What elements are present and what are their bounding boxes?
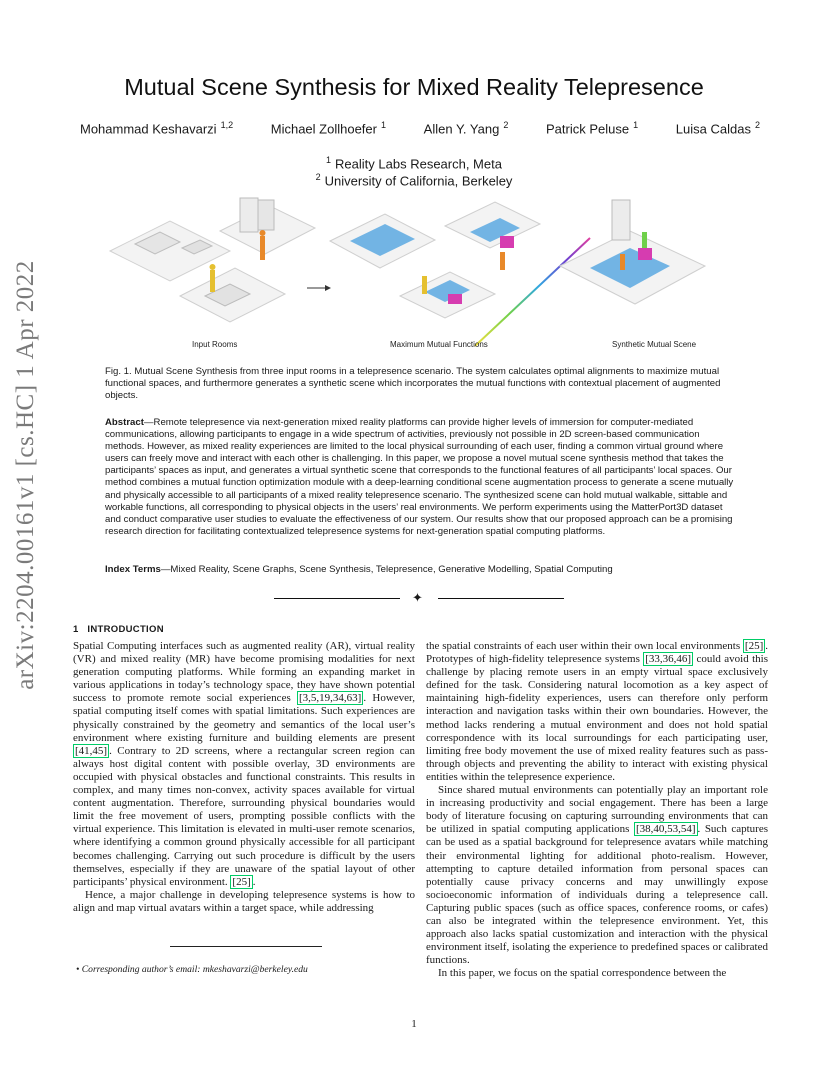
- citation-link[interactable]: [33,36,46]: [645, 653, 692, 666]
- avatar-figure: [260, 236, 265, 260]
- footnote-rule: [170, 946, 322, 947]
- avatar-figure: [210, 270, 215, 292]
- input-room-2: [220, 198, 315, 260]
- panel-label: Synthetic Mutual Scene: [612, 340, 697, 349]
- paragraph: In this paper, we focus on the spatial correspondence between the: [438, 967, 727, 980]
- paragraph: Since shared mutual environments can potentially play an important role in increasing productivity and social engagement. There has been a large body of literature focusing on capturing surrounding environments that can be utilized in spatial computing applications [38,40,53,54] . Such captures can be used as a spatial background for telepresence avatars while matching their environmental lighting for additional photo-realism. However, attempting to capture detailed information from personal spaces can potentially cause privacy concerns and may unwillingly expose socioeconomic information of individuals during a telepresence call. Capturing public spaces (such as office spaces, conference rooms, or cafes) can also be integrated within the telepresence environment. Yet, this approach also lacks spatial customization and interaction with the physical environment itself, isolating the experience to predefined spaces or calibrated functions.: [426, 784, 768, 967]
- arrow-icon: [307, 285, 331, 291]
- author: Allen Y. Yang $^2$: [423, 120, 509, 137]
- input-room-3: [180, 264, 285, 322]
- citation-link[interactable]: [41,45]: [75, 744, 108, 757]
- figure-caption: Fig. 1. Mutual Scene Synthesis from three input rooms in a telepresence scenario. The system calculates optimal alignments to maximize mutual functional spaces, and furthermore generates a synthetic scene which incorporates the mutual functions with contextual placement of augmented objects.: [105, 366, 721, 401]
- paragraph: Hence, a major challenge in developing telepresence systems is how to align and map virtual avatars within a target space, while addressing: [73, 888, 415, 914]
- section-heading: 1 INTRODUCTION: [73, 624, 164, 635]
- mutual-room-1: [330, 214, 435, 268]
- paragraph: Spatial Computing interfaces such as augmented reality (AR), virtual reality (VR) and mixed reality (MR) have become promising modalities for next generation computing platforms. While forming an expanding market in various applications in today’s technology space, they have shown potential success to promote remote social experiences [3,5,19,34,63] . However, spatial computing itself comes with spatial limitations. Such experiences are physically constrained by the geometry and semantics of the local user’s environment where existing furniture and building elements are present [41,45] . Contrary to 2D screens, where a rectangular screen region can always host digital content with possible overlay, 3D environments are occupied with physical obstacles and functional constraints. This results in complex, and many times non-convex, activity spaces available for virtual content augmentation. Therefore, surrounding physical boundaries would limit the free movement of users, prompting possible conflicts with the virtual experience. This limitation is elevated in multi-user remote scenarios, where identifying a common ground physically accessible for all participant becomes challenging. Carrying out such procedure is difficult by the users themselves, especially if they are unaware of the spatial layout of other participants’ physical environment. [25] .: [73, 640, 416, 888]
- author: Luisa Caldas $^2$: [675, 120, 760, 137]
- paragraph: the spatial constraints of each user within their own local environments [25] . Prototypes of high-fidelity telepresence systems [33,36,46] could avoid this challenge by placing remote users in an empty virtual space exclusively defined for the task. Considering natural locomotion as a key aspect of maintaining high-fidelity experiences, users can therefore only perform interaction and navigation tasks within their own boundaries. However, the method lacks rendering a mutual environment and does not hold spatial correspondence with its local surroundings for each participating user, limiting free body movement the use of mixed reality features such as pass-through objects and preventing the ability to interact with existing physical entities within the telepresence experience.: [426, 640, 768, 783]
- arxiv-identifier: arXiv:2204.00161v1 [cs.HC] 1 Apr 2022: [12, 260, 40, 690]
- diamond-star-icon: ✦: [412, 591, 423, 606]
- citation-link[interactable]: [25]: [744, 640, 764, 652]
- author: Michael Zollhoefer $^1$: [270, 120, 386, 137]
- affiliation: $^2$ University of California, Berkeley: [315, 172, 513, 189]
- page-number: 1: [411, 1018, 417, 1030]
- teaser-figure: [100, 196, 730, 356]
- panel-label: Input Rooms: [192, 340, 238, 349]
- section-divider: [274, 591, 564, 607]
- synthetic-scene: [560, 200, 705, 304]
- author-list: [80, 120, 760, 136]
- left-column: [73, 640, 415, 915]
- index-terms: Index Terms—Mixed Reality, Scene Graphs, Scene Synthesis, Telepresence, Generative Modelling, Spatial Computing: [105, 564, 613, 575]
- abstract: Abstract—Remote telepresence via next-generation mixed reality platforms can provide higher levels of immersion for computer-mediated communications, allowing participants to engage in a wide spectrum of activities, previously not possible in 2D screen-based communication methods. However, as mixed reality experiences are limited to the local physical surrounding of each user, finding a common virtual ground where users can freely move and interact with each other is challenging. In this paper, we propose a novel mutual scene synthesis method that takes the participants’ spaces as input, and generates a virtual synthetic scene that corresponds to the functional features of all participants’ local spaces. Our method combines a mutual function optimization module with a deep-learning conditional scene augmentation process to generate a scene mutually and physically accessible to all participants of a mixed reality telepresence scenario. The synthesized scene can hold mutual walkable, sittable and workable functions, all corresponding to physical objects in the users’ real environments. We perform experiments using the MatterPort3D dataset and conduct comparative user studies to evaluate the effectiveness of our system. Our results show that our proposed approach can be a promising research direction for facilitating contextualized telepresence systems for next-generation spatial computing platforms.: [105, 417, 734, 537]
- paper-title: Mutual Scene Synthesis for Mixed Reality Telepresence: [124, 74, 704, 100]
- mutual-room-3: [400, 272, 495, 318]
- citation-link[interactable]: [38,40,53,54]: [635, 823, 696, 836]
- right-column: [426, 640, 768, 980]
- mutual-room-2: [445, 202, 540, 270]
- citation-link[interactable]: [3,5,19,34,63]: [299, 692, 362, 705]
- author: Patrick Peluse $^1$: [546, 120, 639, 137]
- affiliation: $^1$ Reality Labs Research, Meta: [326, 155, 502, 172]
- citation-link[interactable]: [25]: [232, 875, 251, 888]
- author: Mohammad Keshavarzi $^{1,2}$: [80, 120, 234, 137]
- arxiv-sidebar: [4, 260, 48, 690]
- footnote: • Corresponding author’s email: mkeshavarzi@berkeley.edu: [76, 964, 308, 975]
- panel-label: Maximum Mutual Functions: [390, 340, 488, 349]
